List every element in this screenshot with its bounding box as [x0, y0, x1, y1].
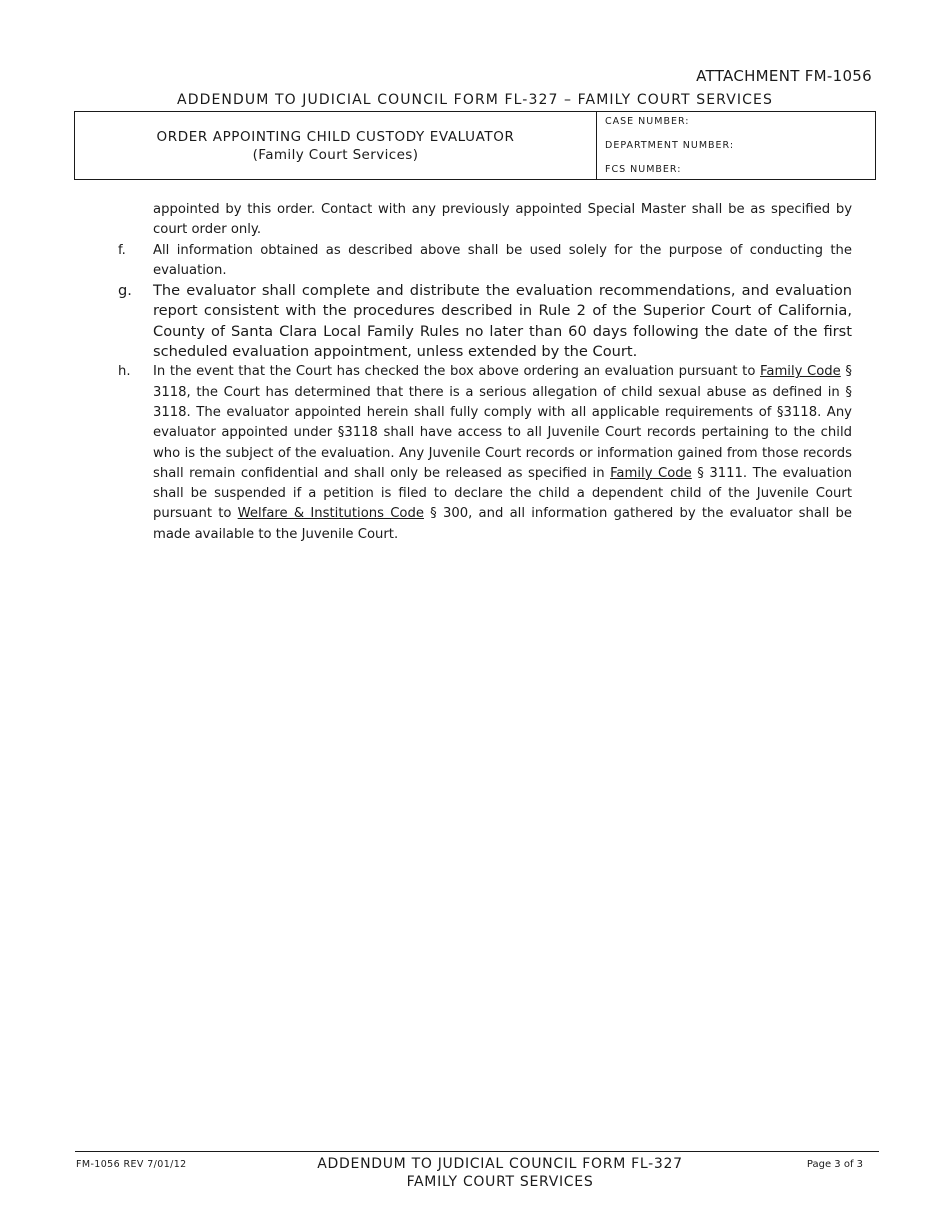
item-text: The evaluator shall complete and distribute the evaluation recommendations, and evaluation report consistent with the procedures described in Rule 2 of the Superior Court of California, County of Santa Clara Local Family Rules no later than 60 days following the date of the first scheduled evaluation appointment, unless extended by the Court.: [153, 282, 852, 361]
family-code-link[interactable]: Family Code: [610, 465, 692, 481]
footer-title-line-1: ADDENDUM TO JUDICIAL COUNCIL FORM FL-327: [317, 1156, 683, 1172]
list-item-g: [118, 281, 852, 362]
item-marker: h.: [118, 364, 131, 380]
fcs-number-label: FCS NUMBER:: [605, 164, 682, 175]
page-indicator: Page 3 of 3: [806, 1159, 863, 1170]
form-subtitle: (Family Court Services): [252, 146, 419, 163]
footer-title: [250, 1155, 750, 1191]
item-text: All information obtained as described above shall be used solely for the purpose of conducting the evaluation.: [153, 242, 852, 278]
form-title: ORDER APPOINTING CHILD CUSTODY EVALUATOR: [156, 128, 515, 145]
welfare-institutions-code-link[interactable]: Welfare & Institutions Code: [237, 506, 424, 522]
footer-title-line-2: FAMILY COURT SERVICES: [406, 1174, 594, 1190]
text-segment: § 300, and all information gathered by the evaluator shall be made available to the Juvenile Court.: [153, 506, 852, 542]
item-marker: f.: [118, 242, 126, 258]
continuation-paragraph: appointed by this order. Contact with any previously appointed Special Master shall be as specified by court order only.: [153, 202, 852, 238]
form-title-cell: [75, 112, 597, 179]
department-number-label: DEPARTMENT NUMBER:: [605, 140, 735, 151]
family-code-link[interactable]: Family Code: [760, 364, 841, 380]
item-marker: g.: [118, 282, 132, 300]
list-item-h: [118, 362, 852, 545]
attachment-id: ATTACHMENT FM-1056: [696, 67, 872, 85]
form-fields-cell: [597, 112, 875, 179]
addendum-heading: ADDENDUM TO JUDICIAL COUNCIL FORM FL-327 – FAMILY COURT SERVICES: [177, 92, 773, 108]
case-number-label: CASE NUMBER:: [605, 116, 690, 127]
item-text: [153, 362, 852, 545]
footer-divider: [75, 1151, 879, 1152]
text-segment: § 3118, the Court has determined that there is a serious allegation of child sexual abuse as defined in § 3118. The evaluator appointed herein shall fully comply with all applicable requirements of §3118. Any evaluator appointed under §3118 shall have access to all Juvenile Court records pertaining to the child who is the subject of the evaluation. Any Juvenile Court records or information gained from those records shall remain confidential and shall only be released as specified in: [153, 364, 852, 481]
document-body: [118, 200, 852, 545]
form-revision: FM-1056 REV 7/01/12: [76, 1159, 187, 1170]
header-box: [74, 111, 876, 180]
text-segment: § 3111. The evaluation shall be suspended if a petition is filed to declare the child a dependent child of the Juvenile Court pursuant to: [153, 465, 853, 522]
text-segment: In the event that the Court has checked the box above ordering an evaluation pursuant to: [153, 364, 760, 380]
list-item-f: [118, 241, 852, 282]
